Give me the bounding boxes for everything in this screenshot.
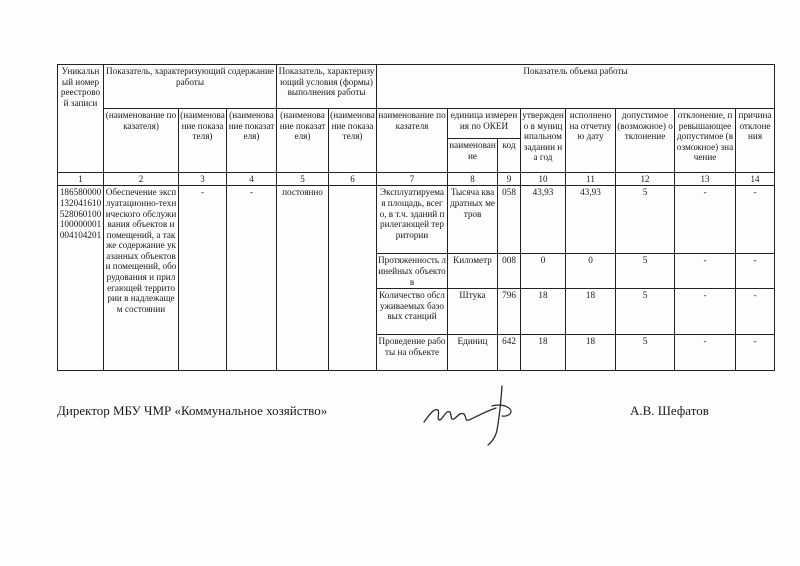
unit-name: Штука bbox=[448, 289, 498, 335]
col-number: 8 bbox=[448, 173, 498, 186]
col-number: 13 bbox=[675, 173, 736, 186]
col-number: 3 bbox=[179, 173, 227, 186]
exceed-deviation-value: - bbox=[675, 254, 736, 289]
unit-name: Единиц bbox=[448, 335, 498, 371]
approved-value: 0 bbox=[521, 254, 566, 289]
header-sub-name-1: (наименование показателя) bbox=[104, 109, 179, 173]
col-number: 10 bbox=[521, 173, 566, 186]
header-deviation-exceeding: отклонение, превышающее допустимое (возможное) значение bbox=[675, 109, 736, 173]
deviation-reason-value: - bbox=[736, 186, 775, 254]
unit-code: 008 bbox=[498, 254, 521, 289]
indicator-name: Протяженность линейных объектов bbox=[377, 254, 448, 289]
unit-name: Километр bbox=[448, 254, 498, 289]
header-deviation-reason: причина отклонения bbox=[736, 109, 775, 173]
content-indicator-value-2: - bbox=[227, 186, 277, 371]
exceed-deviation-value: - bbox=[675, 289, 736, 335]
signatory-position: Директор МБУ ЧМР «Коммунальное хозяйство» bbox=[57, 403, 328, 418]
col-number: 5 bbox=[277, 173, 329, 186]
header-sub-name-3: (наименование показателя) bbox=[227, 109, 277, 173]
col-number: 12 bbox=[616, 173, 675, 186]
header-sub-name-2: (наименование показателя) bbox=[179, 109, 227, 173]
unit-code: 796 bbox=[498, 289, 521, 335]
deviation-reason-value: - bbox=[736, 289, 775, 335]
col-number: 4 bbox=[227, 173, 277, 186]
header-executed: исполнено на отчетную дату bbox=[566, 109, 616, 173]
approved-value: 18 bbox=[521, 289, 566, 335]
header-volume-indicator: Показатель объема работы bbox=[377, 65, 775, 109]
header-allowed-deviation: допустимое (возможное) отклонение bbox=[616, 109, 675, 173]
allowed-deviation-value: 5 bbox=[616, 335, 675, 371]
col-number: 7 bbox=[377, 173, 448, 186]
signature-image bbox=[418, 378, 528, 448]
unit-name: Тысяча квадратных метров bbox=[448, 186, 498, 254]
allowed-deviation-value: 5 bbox=[616, 186, 675, 254]
allowed-deviation-value: 5 bbox=[616, 289, 675, 335]
signatory-name: А.В. Шефатов bbox=[630, 403, 709, 418]
indicator-name: Эксплуатируемая площадь, всего, в т.ч. зданий прилегающей территории bbox=[377, 186, 448, 254]
exceed-deviation-value: - bbox=[675, 186, 736, 254]
work-volume-table bbox=[57, 64, 775, 371]
allowed-deviation-value: 5 bbox=[616, 254, 675, 289]
header-unit-code: код bbox=[498, 139, 521, 173]
unit-code: 642 bbox=[498, 335, 521, 371]
deviation-reason-value: - bbox=[736, 254, 775, 289]
deviation-reason-value: - bbox=[736, 335, 775, 371]
header-unit-okei: единица измерения по ОКЕИ bbox=[448, 109, 521, 139]
header-unique-number: Уникальный номер реестровой записи bbox=[58, 65, 104, 173]
header-conditions-indicator: Показатель, характеризующий условия (формы) выполнения работы bbox=[277, 65, 377, 109]
content-indicator-value-1: - bbox=[179, 186, 227, 371]
col-number: 14 bbox=[736, 173, 775, 186]
header-unit-name: наименование bbox=[448, 139, 498, 173]
condition-indicator-value-2 bbox=[329, 186, 377, 371]
col-number: 2 bbox=[104, 173, 179, 186]
col-number: 9 bbox=[498, 173, 521, 186]
header-sub-name-5: (наименование показателя) bbox=[329, 109, 377, 173]
executed-value: 43,93 bbox=[566, 186, 616, 254]
executed-value: 18 bbox=[566, 335, 616, 371]
approved-value: 43,93 bbox=[521, 186, 566, 254]
header-indicator-name: наименование показателя bbox=[377, 109, 448, 173]
work-content: Обеспечение эксплуатационно-технического обслуживания объектов и помещений, а также содержание указанных объектов и помещений, оборудования и прилегающей территории в надлежащем состоянии bbox=[104, 186, 179, 371]
header-approved: утверждено в муниципальном задании на год bbox=[521, 109, 566, 173]
work-condition: постоянно bbox=[277, 186, 329, 371]
indicator-name: Проведение работы на объекте bbox=[377, 335, 448, 371]
exceed-deviation-value: - bbox=[675, 335, 736, 371]
indicator-name: Количество обслуживаемых базовых станций bbox=[377, 289, 448, 335]
header-sub-name-4: (наименование показателя) bbox=[277, 109, 329, 173]
header-content-indicator: Показатель, характеризующий содержание работы bbox=[104, 65, 277, 109]
approved-value: 18 bbox=[521, 335, 566, 371]
col-number: 6 bbox=[329, 173, 377, 186]
col-number: 1 bbox=[58, 173, 104, 186]
col-number: 11 bbox=[566, 173, 616, 186]
executed-value: 18 bbox=[566, 289, 616, 335]
registry-record-id: 186580000132041610528060100100000001004104201 bbox=[58, 186, 104, 371]
unit-code: 058 bbox=[498, 186, 521, 254]
executed-value: 0 bbox=[566, 254, 616, 289]
